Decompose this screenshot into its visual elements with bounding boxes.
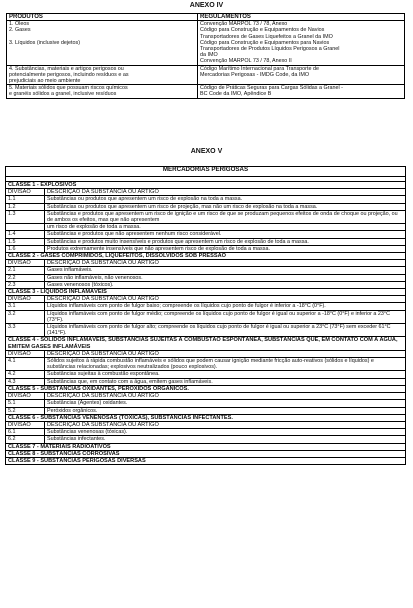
- division-row: [6, 203, 406, 210]
- division-row: [6, 400, 406, 407]
- division-number: 1.3: [6, 210, 45, 223]
- division-row: [6, 281, 406, 288]
- cell-line: potencialmente perigosos, incluindo resíduos e as: [9, 71, 129, 78]
- class-row: [6, 289, 406, 296]
- annex-iv-row: [7, 21, 405, 65]
- division-description: Líquidos inflamáveis com ponto de fulgor baixo; compreende os líquidos cujo ponto de fulgor é inferior a -18°C (0°F).: [45, 303, 406, 310]
- division-row: [6, 274, 406, 281]
- division-description: Substâncias e produtos que apresentem um risco de ignição e um risco de que se produzam pequenos efeitos de onda de choque ou projeção, ou de ambos os efeitos, mas que não apresentem: [45, 210, 406, 223]
- division-number: 3.3: [6, 324, 45, 337]
- division-row: [6, 224, 406, 231]
- division-number: 5.1: [6, 400, 45, 407]
- division-number: 6.2: [6, 436, 45, 443]
- division-header-row: [6, 393, 406, 400]
- division-description: Substâncias venenosas (tóxicas).: [45, 429, 406, 436]
- regulations-cell: [198, 65, 405, 85]
- division-description: Líquidos inflamáveis com ponto de fulgor alto; compreende os líquidos cujo ponto de fulgor é igual ou superior a 23°C (73°F) sem exceder 61°C (141°F).: [45, 324, 406, 337]
- division-description: Substâncias ou produtos que apresentem um risco de explosão na toda a massa.: [45, 196, 406, 203]
- class-title: CLASSE 4 - SÓLIDOS INFLAMÁVEIS, SUBSTÂNCIAS SUJEITAS À COMBUSTÃO ESPONTÂNEA, SUBSTÂNCIAS QUE, EM CONTATO COM A ÁGUA, EMITEM GASES INFLAMÁVEIS: [6, 337, 406, 350]
- annex-iv-title: ANEXO IV: [189, 2, 224, 9]
- annex-v-table: [5, 166, 406, 465]
- col-division-header: DIVISÃO: [6, 189, 45, 196]
- cell-line: Convenção MARPOL 73 / 78, Anexo II: [200, 58, 292, 65]
- division-description: Substâncias e produtos muito insensíveis e produtos que apresentem um risco de explosão de toda a massa.: [45, 238, 406, 245]
- cell-line: Código Marítimo Internacional para Transporte de: [200, 65, 319, 72]
- division-row: [6, 238, 406, 245]
- division-description: Peróxidos orgânicos.: [45, 407, 406, 414]
- cell-line: Convenção MARPOL 73 / 78, Anexo: [200, 21, 288, 28]
- col-description-header: DESCRIÇÃO DA SUBSTÂNCIA OU ARTIGO: [45, 350, 406, 357]
- class-title: CLASSE 9 - SUBSTÂNCIAS PERIGOSAS DIVERSAS: [6, 457, 406, 464]
- class-title: CLASSE 1 - EXPLOSIVOS: [6, 182, 406, 189]
- division-number: 1.6: [6, 245, 45, 252]
- division-number: 6.1: [6, 429, 45, 436]
- col-description-header: DESCRIÇÃO DA SUBSTÂNCIA OU ARTIGO: [45, 393, 406, 400]
- division-number: 5.2: [6, 407, 45, 414]
- cell-line: Código para Construção e Equipamentos para Navios: [200, 39, 330, 46]
- cell-line: BC Code da IMO, Apêndice B: [200, 91, 272, 98]
- products-cell: [7, 21, 198, 65]
- division-description: Gases inflamáveis.: [45, 267, 406, 274]
- division-number: 4.2: [6, 371, 45, 378]
- class-row: [6, 182, 406, 189]
- cell-line: 1. Óleos: [9, 21, 30, 28]
- division-header-row: [6, 350, 406, 357]
- division-description: Gases venenosos (tóxicos).: [45, 281, 406, 288]
- division-row: [6, 324, 406, 337]
- cell-line: e granéis sólidos a granel, inclusive resíduos: [9, 91, 117, 98]
- products-cell: [7, 85, 198, 98]
- division-header-row: [6, 296, 406, 303]
- col-description-header: DESCRIÇÃO DA SUBSTÂNCIA OU ARTIGO: [45, 189, 406, 196]
- division-row: [6, 429, 406, 436]
- division-number: 2.3: [6, 281, 45, 288]
- division-row: [6, 210, 406, 223]
- division-description: Líquidos inflamáveis com ponto de fulgor médio; compreende os líquidos cujo ponto de fulgor é igual ou superior a -18°C (0°F) e inferior a 23°C (73°F).: [45, 310, 406, 323]
- col-division-header: DIVISÃO: [6, 421, 45, 428]
- class-title: CLASSE 6 - SUBSTÂNCIAS VENENOSAS (TÓXICAS), SUBSTÂNCIAS INFECTANTES.: [6, 414, 406, 421]
- col-description-header: DESCRIÇÃO DA SUBSTÂNCIA OU ARTIGO: [45, 421, 406, 428]
- class-title: CLASSE 3 - LÍQUIDOS INFLAMÁVEIS: [6, 289, 406, 296]
- cell-line: prejudiciais ao meio ambiente: [9, 78, 81, 85]
- class-title: CLASSE 2 - GASES COMPRIMIDOS, LIQUEFEITOS, DISSOLVIDOS SOB PRESSÃO: [6, 253, 406, 260]
- cell-line: 2. Gases: [9, 27, 31, 34]
- division-row: [6, 303, 406, 310]
- cell-line: da IMO: [200, 52, 218, 59]
- division-row: [6, 371, 406, 378]
- division-row: [6, 378, 406, 385]
- division-row: [6, 358, 406, 371]
- division-row: [6, 436, 406, 443]
- division-number: 2.2: [6, 274, 45, 281]
- annex-iv-row: [7, 85, 405, 98]
- col-regulations-header: REGULAMENTOS: [198, 14, 405, 21]
- division-description: Substâncias ou produtos que apresentem um risco de projeção, mas não um risco de explosão na toda a massa.: [45, 203, 406, 210]
- col-products-header: PRODUTOS: [7, 14, 198, 21]
- division-row: [6, 245, 406, 252]
- annex-iv-table: [6, 13, 405, 99]
- col-division-header: DIVISÃO: [6, 296, 45, 303]
- annex-v-body: [6, 182, 406, 465]
- class-title: CLASSE 8 - SUBSTÂNCIAS CORROSIVAS: [6, 450, 406, 457]
- division-header-row: [6, 421, 406, 428]
- division-number: 2.1: [6, 267, 45, 274]
- division-number: 3.2: [6, 310, 45, 323]
- class-row: [6, 337, 406, 350]
- annex-v-title: ANEXO V: [190, 148, 223, 155]
- cell-line: Código de Práticas Seguras para Cargas Sólidas a Granel -: [200, 85, 343, 92]
- class-row: [6, 385, 406, 392]
- col-division-header: DIVISÃO: [6, 350, 45, 357]
- col-division-header: DIVISÃO: [6, 260, 45, 267]
- division-description: Gases não inflamáveis, não venenosos.: [45, 274, 406, 281]
- division-description: Substâncias (Agentes) oxidantes.: [45, 400, 406, 407]
- cell-line: Código para Construção e Equipamentos de Navios: [200, 27, 325, 34]
- cell-line: 4. Substâncias, materiais e artigos perigosos ou: [9, 65, 124, 72]
- division-description: Sólidos sujeitos à rápida combustão inflamáveis e sólidos que podem causar ignição mediante fricção auto-reativos (sólidos e líquidos) e substâncias relacionadas; explosivos neutralizados (pouco explosivos).: [45, 358, 406, 371]
- table-title: MERCADORIAS PERIGOSAS: [6, 167, 406, 177]
- class-title: CLASSE 5 - SUBSTÂNCIAS OXIDANTES, PERÓXIDOS ORGÂNICOS.: [6, 385, 406, 392]
- class-row: [6, 457, 406, 464]
- cell-line: Mercadorias Perigosas - IMDG Code, da IMO: [200, 71, 310, 78]
- division-number: [6, 224, 45, 231]
- division-row: [6, 407, 406, 414]
- col-division-header: DIVISÃO: [6, 393, 45, 400]
- cell-line: 5. Materiais sólidos que possuam riscos químicos: [9, 85, 128, 92]
- col-description-header: DESCRIÇÃO DA SUBSTÂNCIA OU ARTIGO: [45, 260, 406, 267]
- products-cell: [7, 65, 198, 85]
- cell-line: Transportadores de Produtos Líquidos Perigosos a Granel: [200, 46, 340, 53]
- division-description: Substâncias que, em contato com a água, emitem gases inflamáveis.: [45, 378, 406, 385]
- division-row: [6, 231, 406, 238]
- division-header-row: [6, 189, 406, 196]
- division-number: 1.5: [6, 238, 45, 245]
- division-row: [6, 267, 406, 274]
- division-description: um risco de explosão de toda a massa.: [45, 224, 406, 231]
- annex-iv-row: [7, 65, 405, 85]
- division-description: Substâncias sujeitas à combustão espontânea.: [45, 371, 406, 378]
- table-title-row: [6, 167, 406, 177]
- division-description: Substâncias e produtos que não apresentem nenhum risco considerável.: [45, 231, 406, 238]
- division-description: Substâncias infectantes.: [45, 436, 406, 443]
- division-number: 3.1: [6, 303, 45, 310]
- division-number: 4.1: [6, 358, 45, 371]
- class-row: [6, 414, 406, 421]
- class-row: [6, 253, 406, 260]
- division-number: 1.1: [6, 196, 45, 203]
- class-row: [6, 443, 406, 450]
- division-row: [6, 310, 406, 323]
- division-row: [6, 196, 406, 203]
- col-description-header: DESCRIÇÃO DA SUBSTÂNCIA OU ARTIGO: [45, 296, 406, 303]
- regulations-cell: [198, 21, 405, 65]
- class-title: CLASSE 7 - MATERIAIS RADIOATIVOS: [6, 443, 406, 450]
- annex-iv-header-row: [7, 14, 405, 21]
- division-number: 4.3: [6, 378, 45, 385]
- division-number: 1.2: [6, 203, 45, 210]
- division-description: Produtos extremamente insensíveis que não apresentem risco de explosão de toda a massa.: [45, 245, 406, 252]
- regulations-cell: [198, 85, 405, 98]
- class-row: [6, 450, 406, 457]
- cell-line: Transportadores de Gases Liquefeitos a Granel da IMO: [200, 33, 333, 40]
- division-header-row: [6, 260, 406, 267]
- division-number: 1.4: [6, 231, 45, 238]
- annex-iv-body: [7, 21, 405, 98]
- cell-line: 3. Líquidos (inclusive dejetos): [9, 39, 81, 46]
